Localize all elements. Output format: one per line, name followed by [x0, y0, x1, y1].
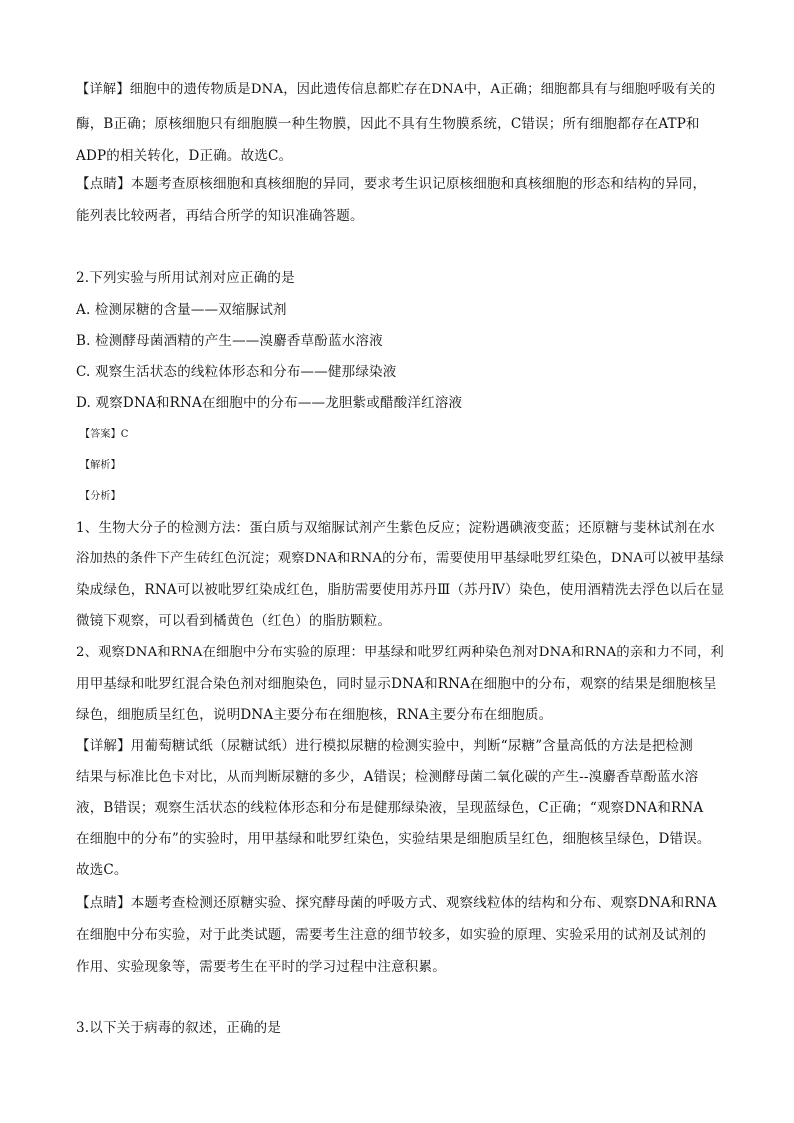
point2-line-2: 在细胞中分布实验，对于此类试题，需要考生注意的细节较多，如实验的原理、实验采用的试剂及试剂的 [76, 927, 707, 943]
analysis-line-5: 2、观察DNA和RNA在细胞中分布实验的原理：甲基绿和吡罗红两种染色剂对DNA和RNA的亲和力不同，利 [76, 645, 724, 660]
analysis-line-6: 用甲基绿和吡罗红混合染色剂对细胞染色，同时显示DNA和RNA在细胞中的分布，观察的结果是细胞核呈 [76, 676, 717, 692]
detail2-line-4: 在细胞中的分布”的实验时，用甲基绿和吡罗红染色，实验结果是细胞质呈红色，细胞核呈绿色，D错误。 [76, 831, 711, 847]
question-3-stem: 3.以下关于病毒的叙述，正确的是 [76, 1020, 282, 1036]
point-line-1: 【点睛】本题考查原核细胞和真核细胞的异同，要求考生识记原核细胞和真核细胞的形态和结构的异同， [76, 176, 707, 192]
point2-line-1: 【点睛】本题考查检测还原糖实验、探究酵母菌的呼吸方式、观察线粒体的结构和分布、观察DNA和RNA [76, 895, 717, 911]
point2-line-3: 作用、实验现象等，需要考生在平时的学习过程中注意积累。 [76, 959, 446, 975]
question-2-stem: 2.下列实验与所用试剂对应正确的是 [76, 270, 295, 286]
point-line-2: 能列表比较两者，再结合所学的知识准确答题。 [76, 208, 364, 224]
analysis-line-1: 1、生物大分子的检测方法：蛋白质与双缩脲试剂产生紫色反应；淀粉遇碘液变蓝；还原糖与斐林试剂在水 [76, 520, 715, 536]
option-a: A. 检测尿糖的含量——双缩脲试剂 [76, 302, 287, 318]
detail-line-2: 酶，B正确；原核细胞只有细胞膜一种生物膜，因此不具有生物膜系统，C错误；所有细胞都存在ATP和 [76, 116, 700, 132]
analysis-subheading: 【分析】 [80, 491, 121, 502]
analysis-line-4: 微镜下观察，可以看到橘黄色（红色）的脂肪颗粒。 [76, 613, 392, 629]
answer-label: 【答案】C [80, 429, 129, 440]
option-b: B. 检测酵母菌酒精的产生——溴麝香草酚蓝水溶液 [76, 333, 383, 349]
analysis-line-2: 浴加热的条件下产生砖红色沉淀；观察DNA和RNA的分布，需要使用甲基绿吡罗红染色，DNA可以被甲基绿 [76, 551, 724, 566]
detail2-line-5: 故选C。 [76, 862, 128, 878]
detail2-line-3: 液，B错误；观察生活状态的线粒体形态和分布是健那绿染液，呈现蓝绿色，C正确；“观察DNA和RNA [76, 800, 704, 816]
detail-line-1: 【详解】细胞中的遗传物质是DNA，因此遗传信息都贮存在DNA中，A正确；细胞都具有与细胞呼吸有关的 [76, 82, 716, 97]
detail2-line-1: 【详解】用葡萄糖试纸（尿糖试纸）进行模拟尿糖的检测实验中，判断“尿糖”含量高低的方法是把检测 [76, 738, 694, 754]
detail-line-3: ADP的相关转化，D正确。故选C。 [76, 148, 293, 164]
analysis-line-7: 绿色，细胞质呈红色，说明DNA主要分布在细胞核，RNA主要分布在细胞质。 [76, 707, 553, 723]
option-c: C. 观察生活状态的线粒体形态和分布——健那绿染液 [76, 364, 397, 380]
analysis-line-3: 染成绿色，RNA可以被吡罗红染成红色，脂肪需要使用苏丹Ⅲ（苏丹Ⅳ）染色，使用酒精洗去浮色以后在显 [76, 582, 725, 598]
option-d: D. 观察DNA和RNA在细胞中的分布——龙胆紫或醋酸洋红溶液 [76, 395, 463, 411]
analysis-heading: 【解析】 [80, 460, 121, 471]
detail2-line-2: 结果与标准比色卡对比，从而判断尿糖的多少，A错误；检测酵母菌二氧化碳的产生--溴麝香草酚蓝水溶 [76, 769, 699, 785]
